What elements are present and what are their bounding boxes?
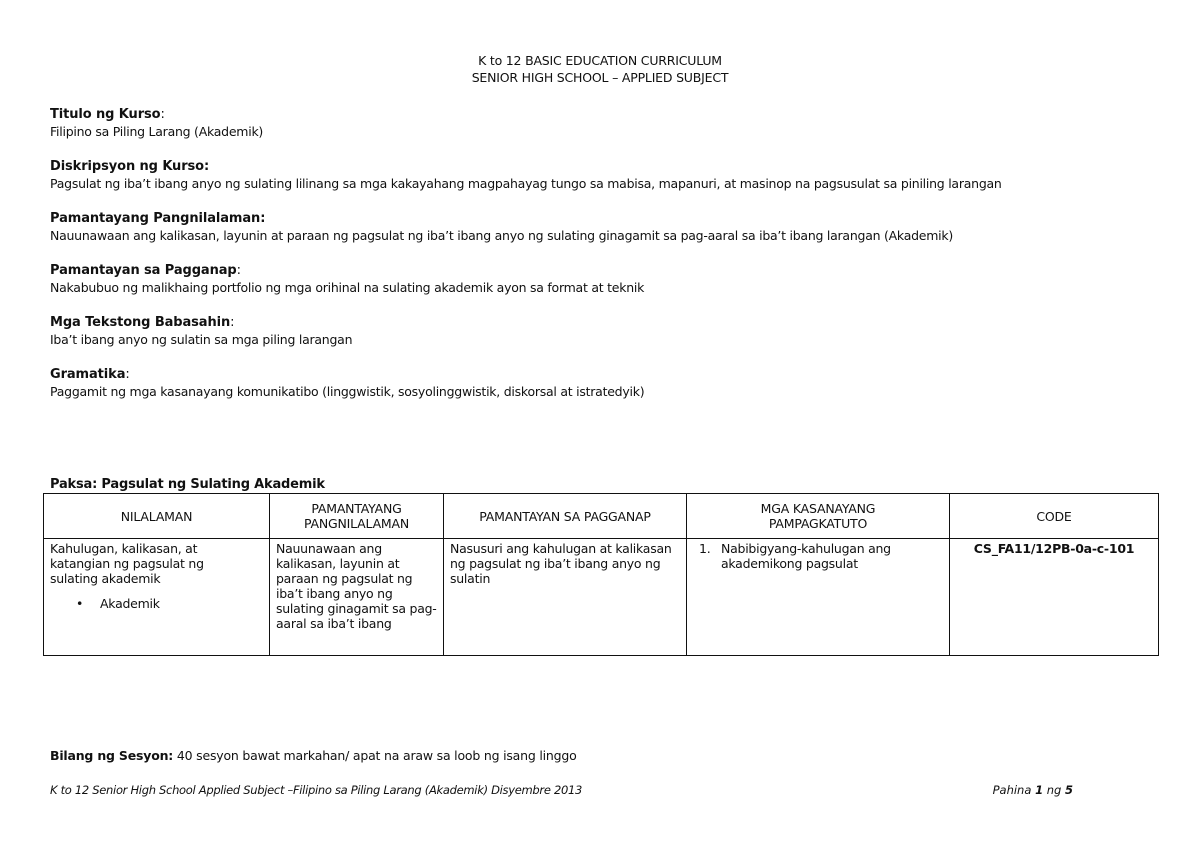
document-header [0,52,1200,86]
nilalaman-text: Kahulugan, kalikasan, at katangian ng pagsulat ng sulating akademik [50,541,204,586]
paksa-title: Paksa: Pagsulat ng Sulating Akademik [50,477,325,492]
section-diskripsyon [50,158,1160,192]
section-title: Diskripsyon ng Kurso: [50,159,210,174]
section-title: Gramatika [50,367,126,382]
section-title-suffix: : [236,263,241,278]
section-body: Nakabubuo ng malikhaing portfolio ng mga orihinal na sulating akademik ayon sa format at teknik [50,280,645,295]
header-line-1: K to 12 BASIC EDUCATION CURRICULUM [478,53,722,68]
section-pamantayan-sa-pagganap [50,262,1160,296]
section-title: Titulo ng Kurso [50,107,161,122]
bilang-ng-sesyon [50,747,577,764]
section-title: Mga Tekstong Babasahin [50,315,231,330]
table-row [44,539,1159,656]
section-body: Filipino sa Piling Larang (Akademik) [50,124,264,139]
section-tekstong-babasahin [50,314,1160,348]
cell-pamantayan-sa-pagganap: Nasusuri ang kahulugan at kalikasan ng pagsulat ng iba’t ibang anyo ng sulatin [444,539,687,656]
sesyon-text: 40 sesyon bawat markahan/ apat na araw sa loob ng isang linggo [173,748,577,763]
numbered-item [693,541,943,571]
nilalaman-bullet-list [50,596,263,611]
page-current: 1 [1035,783,1044,797]
section-title-suffix: : [125,367,130,382]
page-mid: ng [1043,783,1065,797]
column-header-pamantayan-sa-pagganap: PAMANTAYAN SA PAGGANAP [444,494,687,539]
footer-page-number [993,783,1073,798]
sesyon-label: Bilang ng Sesyon: [50,748,174,763]
header-line-2: SENIOR HIGH SCHOOL – APPLIED SUBJECT [471,70,729,85]
section-title: Pamantayan sa Pagganap [50,263,237,278]
page-total: 5 [1064,783,1073,797]
item-text: Nabibigyang-kahulugan ang akademikong pagsulat [721,541,891,571]
cell-code: CS_FA11/12PB-0a-c-101 [950,539,1159,656]
section-titulo [50,106,1160,140]
cell-pamantayang-pangnilalaman: Nauunawaan ang kalikasan, layunin at paraan ng pagsulat ng iba’t ibang anyo ng sulating ginagamit sa pag-aaral sa iba’t ibang [270,539,444,656]
course-info-sections [50,106,1160,418]
item-number: 1. [699,541,711,556]
list-item: • Akademik [100,596,263,611]
column-header-code: CODE [950,494,1159,539]
section-body: Paggamit ng mga kasanayang komunikatibo (linggwistik, sosyolinggwistik, diskorsal at istratedyik) [50,384,645,399]
section-body: Pagsulat ng iba’t ibang anyo ng sulating lilinang sa mga kakayahang magpahayag tungo sa mabisa, mapanuri, at masinop na pagsusulat sa piniling larangan [50,176,1002,191]
cell-kasanayang-pampagkatuto [687,539,950,656]
table-header-row [44,494,1159,539]
curriculum-table [43,493,1159,656]
footer-document-title: K to 12 Senior High School Applied Subject –Filipino sa Piling Larang (Akademik) Disyembre 2013 [50,783,583,797]
section-gramatika [50,366,1160,400]
column-header-pamantayang-pangnilalaman: PAMANTAYANG PANGNILALAMAN [270,494,444,539]
section-body: Iba’t ibang anyo ng sulatin sa mga piling larangan [50,332,353,347]
section-body: Nauunawaan ang kalikasan, layunin at paraan ng pagsulat ng iba’t ibang anyo ng sulating ginagamit sa pag-aaral sa iba’t ibang larangan (Akademik) [50,228,953,243]
column-header-nilalaman: NILALAMAN [44,494,270,539]
section-title-suffix: : [160,107,165,122]
section-title: Pamantayang Pangnilalaman: [50,211,266,226]
section-pamantayang-pangnilalaman [50,210,1160,244]
section-title-suffix: : [230,315,235,330]
column-header-kasanayang-pampagkatuto: MGA KASANAYANG PAMPAGKATUTO [687,494,950,539]
page-prefix: Pahina [992,783,1036,797]
cell-nilalaman [44,539,270,656]
